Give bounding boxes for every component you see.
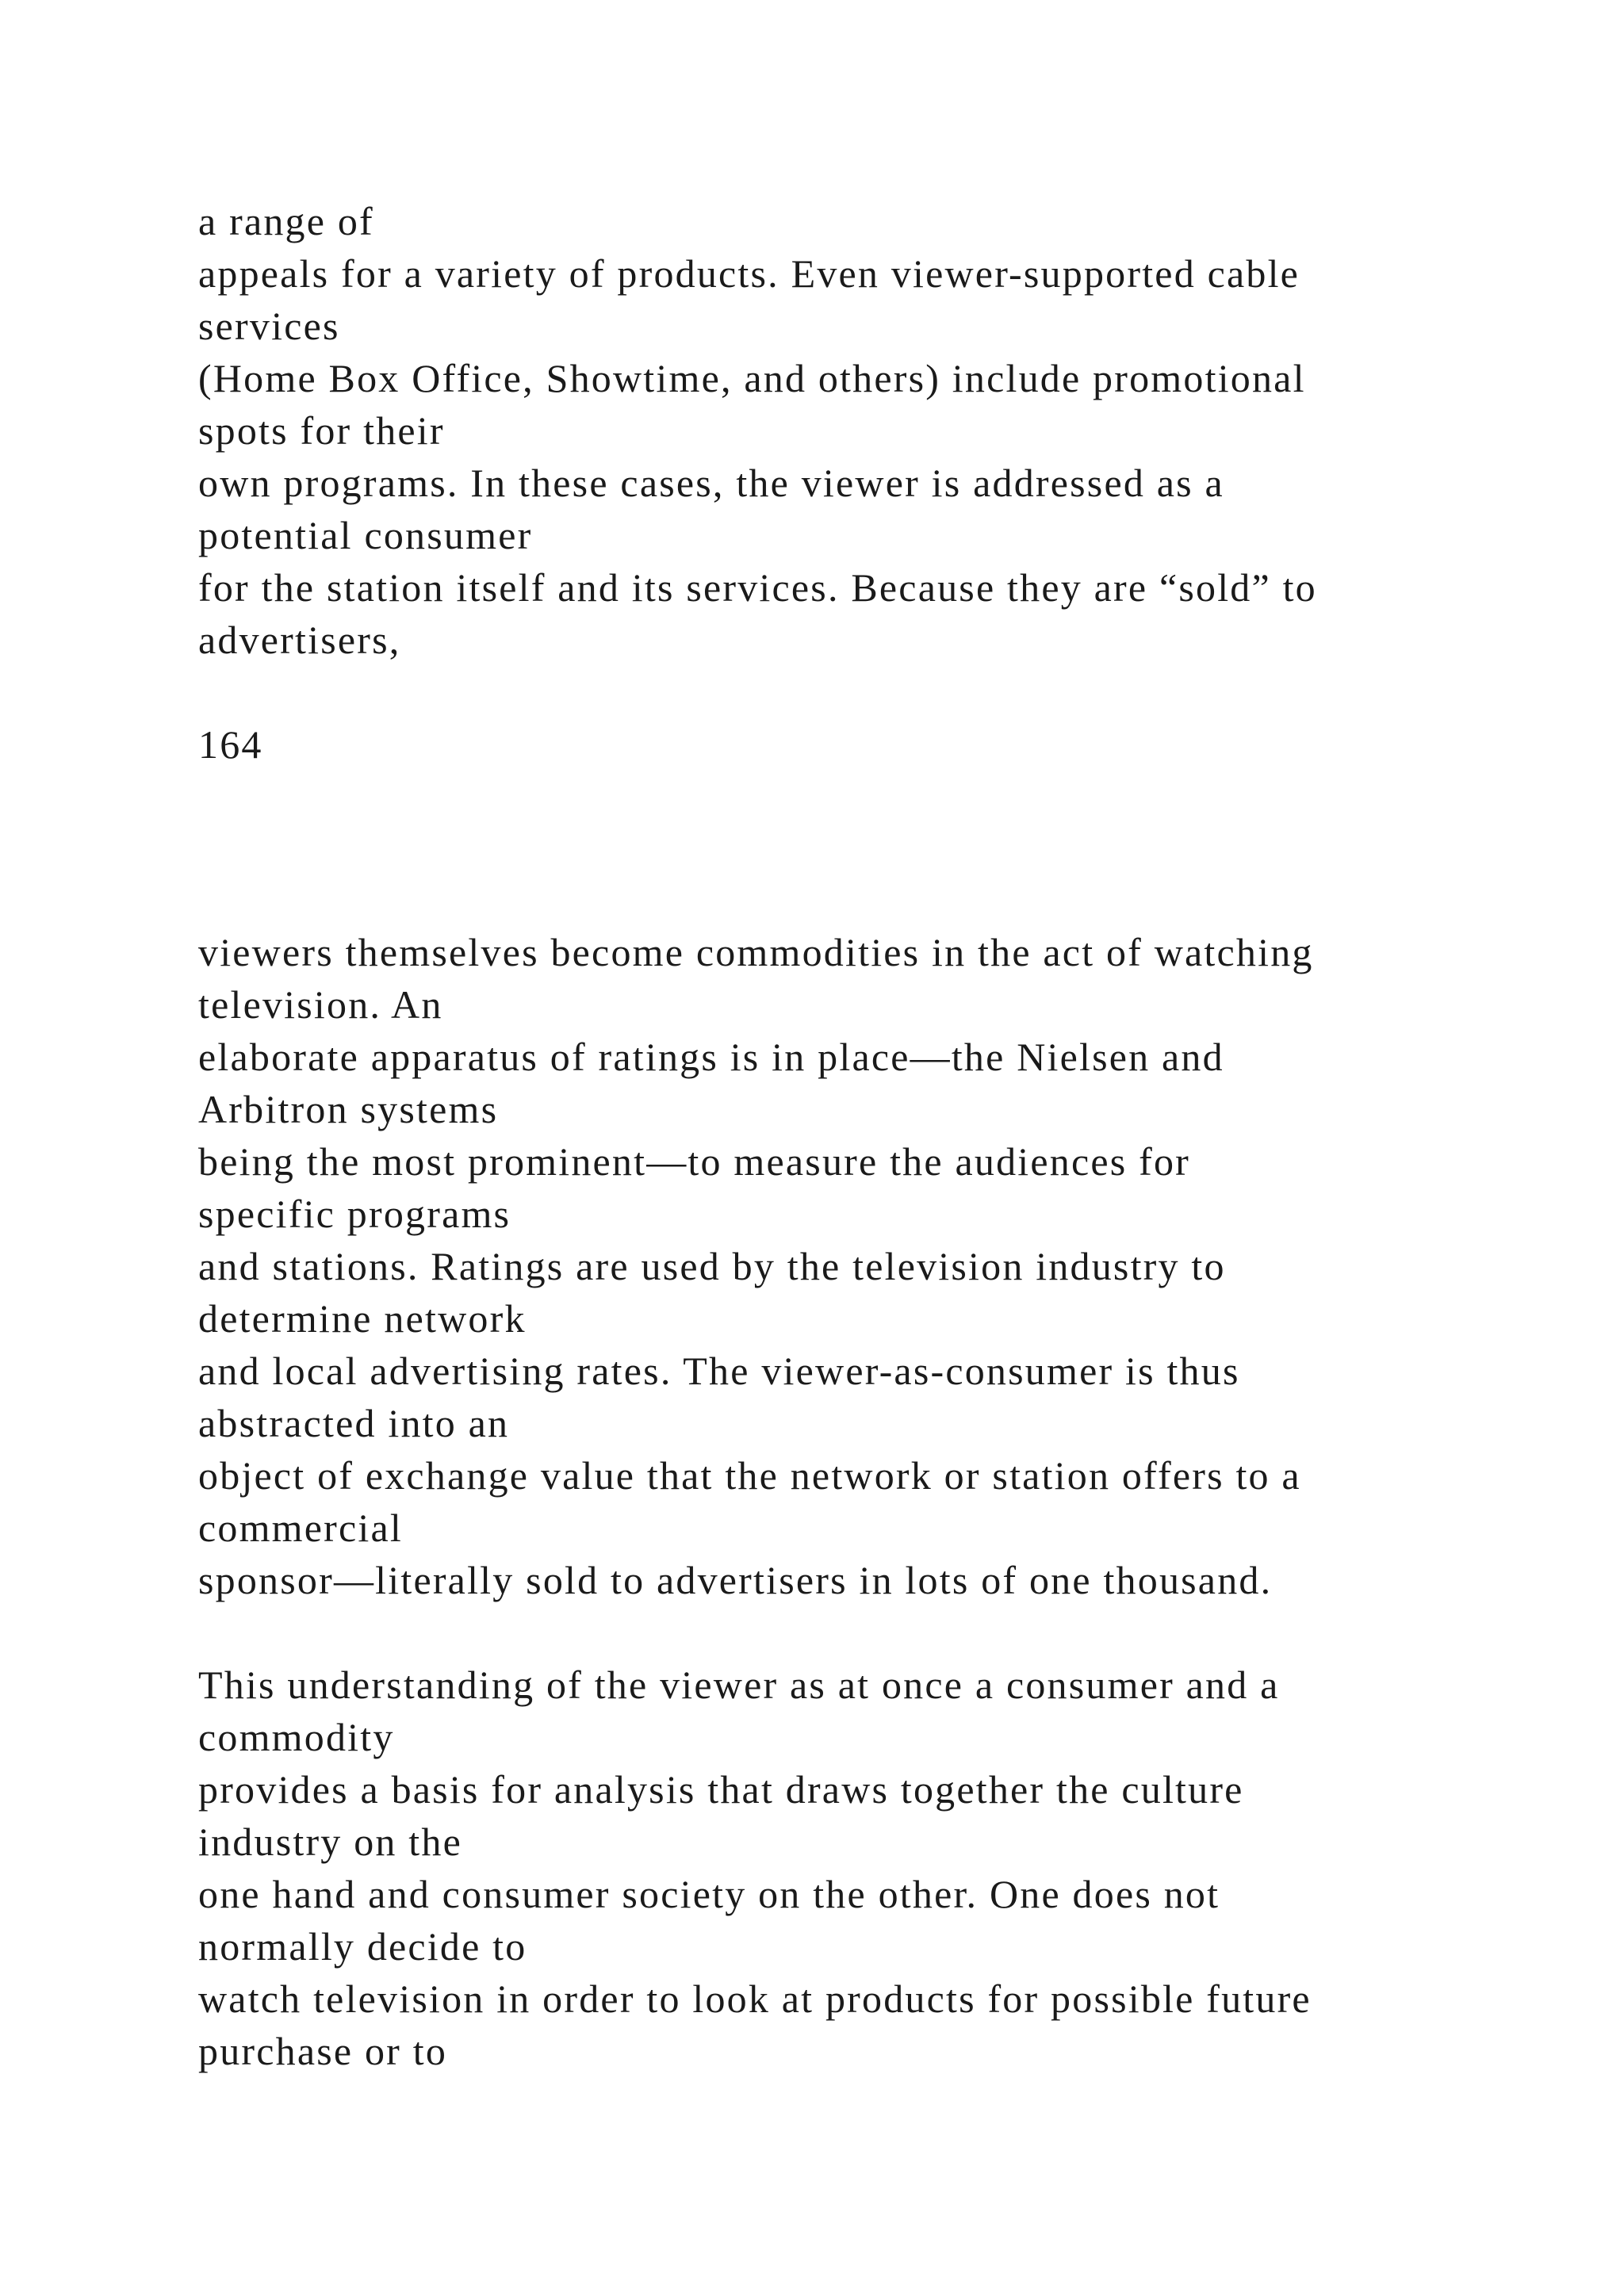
- paragraph-block-3: [198, 1659, 1546, 2077]
- text-line: spots for their: [198, 408, 445, 453]
- text-line: Arbitron systems: [198, 1087, 499, 1131]
- text-line: abstracted into an: [198, 1401, 510, 1445]
- text-line: elaborate apparatus of ratings is in place—the Nielsen and: [198, 1035, 1224, 1079]
- text-line: (Home Box Office, Showtime, and others) include promotional: [198, 356, 1306, 400]
- text-line: sponsor—literally sold to advertisers in lots of one thousand.: [198, 1558, 1273, 1602]
- text-line: normally decide to: [198, 1924, 527, 1969]
- text-line: industry on the: [198, 1820, 462, 1864]
- paragraph-block-2: [198, 926, 1546, 1606]
- text-line: services: [198, 304, 340, 348]
- text-line: purchase or to: [198, 2029, 448, 2073]
- page-number: [198, 718, 1546, 771]
- text-line: own programs. In these cases, the viewer is addressed as a: [198, 461, 1224, 505]
- text-line: determine network: [198, 1296, 527, 1341]
- text-line: This understanding of the viewer as at once a consumer and a: [198, 1663, 1280, 1707]
- text-line: being the most prominent—to measure the audiences for: [198, 1139, 1190, 1184]
- text-line: viewers themselves become commodities in the act of watching: [198, 930, 1314, 974]
- text-line: one hand and consumer society on the other. One does not: [198, 1872, 1220, 1916]
- text-line: commercial: [198, 1506, 403, 1550]
- text-line: television. An: [198, 982, 443, 1027]
- paragraph-block-1: [198, 195, 1546, 666]
- text-line: for the station itself and its services. Because they are “sold” to: [198, 565, 1317, 610]
- text-line: and local advertising rates. The viewer-as-consumer is thus: [198, 1349, 1240, 1393]
- text-line: object of exchange value that the network or station offers to a: [198, 1453, 1301, 1498]
- text-line: advertisers,: [198, 618, 401, 662]
- text-line: a range of: [198, 199, 374, 243]
- page-number-text: 164: [198, 722, 263, 767]
- text-line: and stations. Ratings are used by the television industry to: [198, 1244, 1226, 1288]
- text-line: potential consumer: [198, 513, 533, 557]
- text-line: specific programs: [198, 1192, 511, 1236]
- text-line: watch television in order to look at products for possible future: [198, 1976, 1312, 2021]
- text-line: provides a basis for analysis that draws together the culture: [198, 1767, 1244, 1812]
- text-line: appeals for a variety of products. Even viewer-supported cable: [198, 251, 1300, 296]
- text-line: commodity: [198, 1715, 395, 1759]
